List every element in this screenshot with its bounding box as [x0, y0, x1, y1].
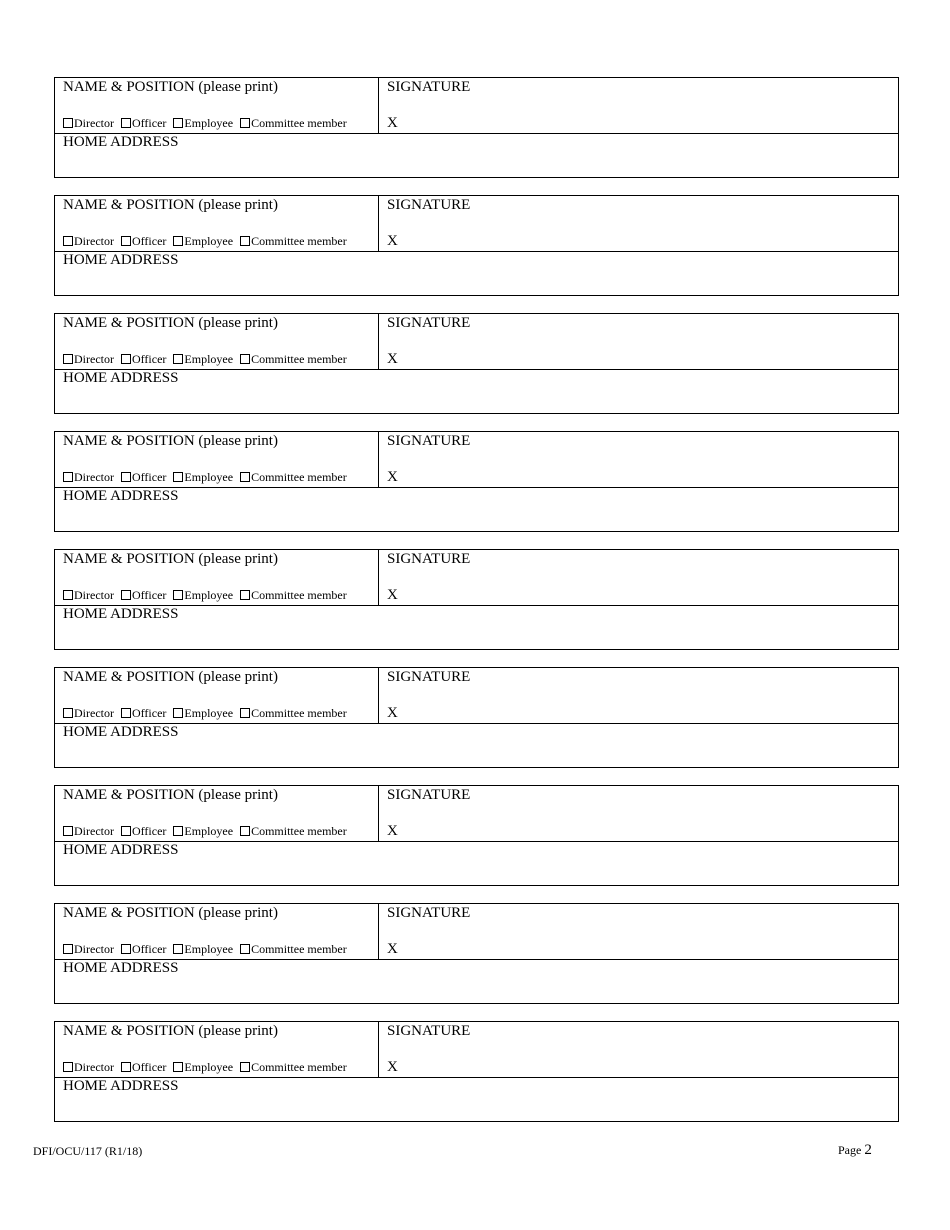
option-officer[interactable]: Officer [121, 824, 166, 838]
signature-x-mark: X [387, 587, 398, 603]
name-position-label: NAME & POSITION (please print) [63, 905, 278, 921]
checkbox-committee-member[interactable] [240, 354, 250, 364]
signature-block [54, 313, 899, 414]
home-address-label: HOME ADDRESS [63, 252, 179, 268]
signature-label: SIGNATURE [387, 315, 471, 331]
name-position-cell[interactable] [55, 786, 379, 841]
block-top-row [55, 78, 898, 134]
page-label: Page [838, 1143, 862, 1157]
checkbox-officer[interactable] [121, 236, 131, 246]
block-top-row [55, 1022, 898, 1078]
checkbox-committee-member[interactable] [240, 118, 250, 128]
name-position-label: NAME & POSITION (please print) [63, 79, 278, 95]
checkbox-director[interactable] [63, 1062, 73, 1072]
name-position-label: NAME & POSITION (please print) [63, 197, 278, 213]
name-position-label: NAME & POSITION (please print) [63, 669, 278, 685]
form-id: DFI/OCU/117 (R1/18) [33, 1144, 143, 1158]
checkbox-employee[interactable] [173, 118, 183, 128]
option-director[interactable]: Director [63, 706, 114, 720]
block-top-row [55, 550, 898, 606]
checkbox-employee[interactable] [173, 708, 183, 718]
signature-x-mark: X [387, 823, 398, 839]
signature-block [54, 195, 899, 296]
signature-label: SIGNATURE [387, 551, 471, 567]
position-options [63, 1060, 351, 1074]
signature-label: SIGNATURE [387, 197, 471, 213]
checkbox-officer[interactable] [121, 1062, 131, 1072]
option-director[interactable]: Director [63, 942, 114, 956]
checkbox-officer[interactable] [121, 590, 131, 600]
checkbox-officer[interactable] [121, 826, 131, 836]
page-indicator [838, 1142, 872, 1159]
option-employee[interactable]: Employee [173, 1060, 233, 1074]
signature-cell[interactable] [379, 668, 898, 723]
checkbox-committee-member[interactable] [240, 708, 250, 718]
home-address-label: HOME ADDRESS [63, 1078, 179, 1094]
option-committee-member[interactable]: Committee member [240, 116, 347, 130]
position-options [63, 470, 351, 484]
name-position-cell[interactable] [55, 432, 379, 487]
checkbox-committee-member[interactable] [240, 1062, 250, 1072]
option-director[interactable]: Director [63, 470, 114, 484]
home-address-label: HOME ADDRESS [63, 370, 179, 386]
position-options [63, 824, 351, 838]
checkbox-committee-member[interactable] [240, 472, 250, 482]
signature-label: SIGNATURE [387, 433, 471, 449]
position-options [63, 234, 351, 248]
option-employee[interactable]: Employee [173, 824, 233, 838]
signature-block [54, 785, 899, 886]
option-committee-member[interactable]: Committee member [240, 824, 347, 838]
checkbox-director[interactable] [63, 472, 73, 482]
checkbox-director[interactable] [63, 236, 73, 246]
checkbox-employee[interactable] [173, 236, 183, 246]
name-position-cell[interactable] [55, 78, 379, 133]
signature-label: SIGNATURE [387, 1023, 471, 1039]
position-options [63, 942, 351, 956]
option-committee-member[interactable]: Committee member [240, 1060, 347, 1074]
option-employee[interactable]: Employee [173, 706, 233, 720]
option-committee-member[interactable]: Committee member [240, 234, 347, 248]
signature-block [54, 667, 899, 768]
signature-label: SIGNATURE [387, 905, 471, 921]
signature-label: SIGNATURE [387, 787, 471, 803]
signature-cell[interactable] [379, 550, 898, 605]
checkbox-director[interactable] [63, 944, 73, 954]
checkbox-committee-member[interactable] [240, 590, 250, 600]
signature-block [54, 549, 899, 650]
signature-x-mark: X [387, 351, 398, 367]
name-position-label: NAME & POSITION (please print) [63, 787, 278, 803]
name-position-cell[interactable] [55, 196, 379, 251]
option-officer[interactable]: Officer [121, 352, 166, 366]
signature-label: SIGNATURE [387, 669, 471, 685]
signature-x-mark: X [387, 1059, 398, 1075]
option-committee-member[interactable]: Committee member [240, 470, 347, 484]
block-top-row [55, 432, 898, 488]
name-position-cell[interactable] [55, 314, 379, 369]
signature-block [54, 77, 899, 178]
signature-block [54, 903, 899, 1004]
option-employee[interactable]: Employee [173, 116, 233, 130]
option-employee[interactable]: Employee [173, 352, 233, 366]
position-options [63, 116, 351, 130]
option-committee-member[interactable]: Committee member [240, 706, 347, 720]
option-committee-member[interactable]: Committee member [240, 588, 347, 602]
checkbox-director[interactable] [63, 826, 73, 836]
home-address-label: HOME ADDRESS [63, 488, 179, 504]
signature-x-mark: X [387, 705, 398, 721]
signature-cell[interactable] [379, 904, 898, 959]
name-position-cell[interactable] [55, 1022, 379, 1077]
checkbox-employee[interactable] [173, 472, 183, 482]
block-top-row [55, 314, 898, 370]
block-top-row [55, 786, 898, 842]
position-options [63, 588, 351, 602]
signature-x-mark: X [387, 941, 398, 957]
option-officer[interactable]: Officer [121, 1060, 166, 1074]
checkbox-employee[interactable] [173, 354, 183, 364]
home-address-label: HOME ADDRESS [63, 134, 179, 150]
option-officer[interactable]: Officer [121, 588, 166, 602]
checkbox-director[interactable] [63, 708, 73, 718]
option-employee[interactable]: Employee [173, 942, 233, 956]
checkbox-committee-member[interactable] [240, 236, 250, 246]
signature-block [54, 1021, 899, 1122]
checkbox-employee[interactable] [173, 590, 183, 600]
signature-cell[interactable] [379, 786, 898, 841]
checkbox-officer[interactable] [121, 944, 131, 954]
checkbox-employee[interactable] [173, 944, 183, 954]
signature-cell[interactable] [379, 314, 898, 369]
option-director[interactable]: Director [63, 234, 114, 248]
checkbox-officer[interactable] [121, 708, 131, 718]
option-officer[interactable]: Officer [121, 116, 166, 130]
block-top-row [55, 668, 898, 724]
signature-x-mark: X [387, 115, 398, 131]
checkbox-committee-member[interactable] [240, 826, 250, 836]
option-committee-member[interactable]: Committee member [240, 352, 347, 366]
home-address-label: HOME ADDRESS [63, 842, 179, 858]
option-director[interactable]: Director [63, 352, 114, 366]
block-top-row [55, 196, 898, 252]
signature-label: SIGNATURE [387, 79, 471, 95]
option-employee[interactable]: Employee [173, 470, 233, 484]
option-officer[interactable]: Officer [121, 234, 166, 248]
position-options [63, 706, 351, 720]
name-position-cell[interactable] [55, 668, 379, 723]
home-address-label: HOME ADDRESS [63, 960, 179, 976]
option-employee[interactable]: Employee [173, 588, 233, 602]
name-position-cell[interactable] [55, 904, 379, 959]
name-position-label: NAME & POSITION (please print) [63, 315, 278, 331]
name-position-label: NAME & POSITION (please print) [63, 551, 278, 567]
checkbox-employee[interactable] [173, 826, 183, 836]
name-position-label: NAME & POSITION (please print) [63, 1023, 278, 1039]
checkbox-director[interactable] [63, 118, 73, 128]
signature-block [54, 431, 899, 532]
signature-x-mark: X [387, 233, 398, 249]
block-top-row [55, 904, 898, 960]
option-director[interactable]: Director [63, 824, 114, 838]
name-position-label: NAME & POSITION (please print) [63, 433, 278, 449]
name-position-cell[interactable] [55, 550, 379, 605]
signature-cell[interactable] [379, 78, 898, 133]
option-committee-member[interactable]: Committee member [240, 942, 347, 956]
checkbox-officer[interactable] [121, 354, 131, 364]
signature-cell[interactable] [379, 196, 898, 251]
position-options [63, 352, 351, 366]
checkbox-director[interactable] [63, 590, 73, 600]
option-officer[interactable]: Officer [121, 706, 166, 720]
signature-cell[interactable] [379, 432, 898, 487]
checkbox-employee[interactable] [173, 1062, 183, 1072]
option-employee[interactable]: Employee [173, 234, 233, 248]
checkbox-committee-member[interactable] [240, 944, 250, 954]
option-director[interactable]: Director [63, 116, 114, 130]
home-address-label: HOME ADDRESS [63, 606, 179, 622]
option-officer[interactable]: Officer [121, 470, 166, 484]
signature-cell[interactable] [379, 1022, 898, 1077]
option-officer[interactable]: Officer [121, 942, 166, 956]
home-address-label: HOME ADDRESS [63, 724, 179, 740]
page-number: 2 [864, 1142, 872, 1158]
checkbox-officer[interactable] [121, 118, 131, 128]
signature-blocks-container [54, 77, 899, 1139]
checkbox-director[interactable] [63, 354, 73, 364]
option-director[interactable]: Director [63, 588, 114, 602]
signature-x-mark: X [387, 469, 398, 485]
checkbox-officer[interactable] [121, 472, 131, 482]
option-director[interactable]: Director [63, 1060, 114, 1074]
